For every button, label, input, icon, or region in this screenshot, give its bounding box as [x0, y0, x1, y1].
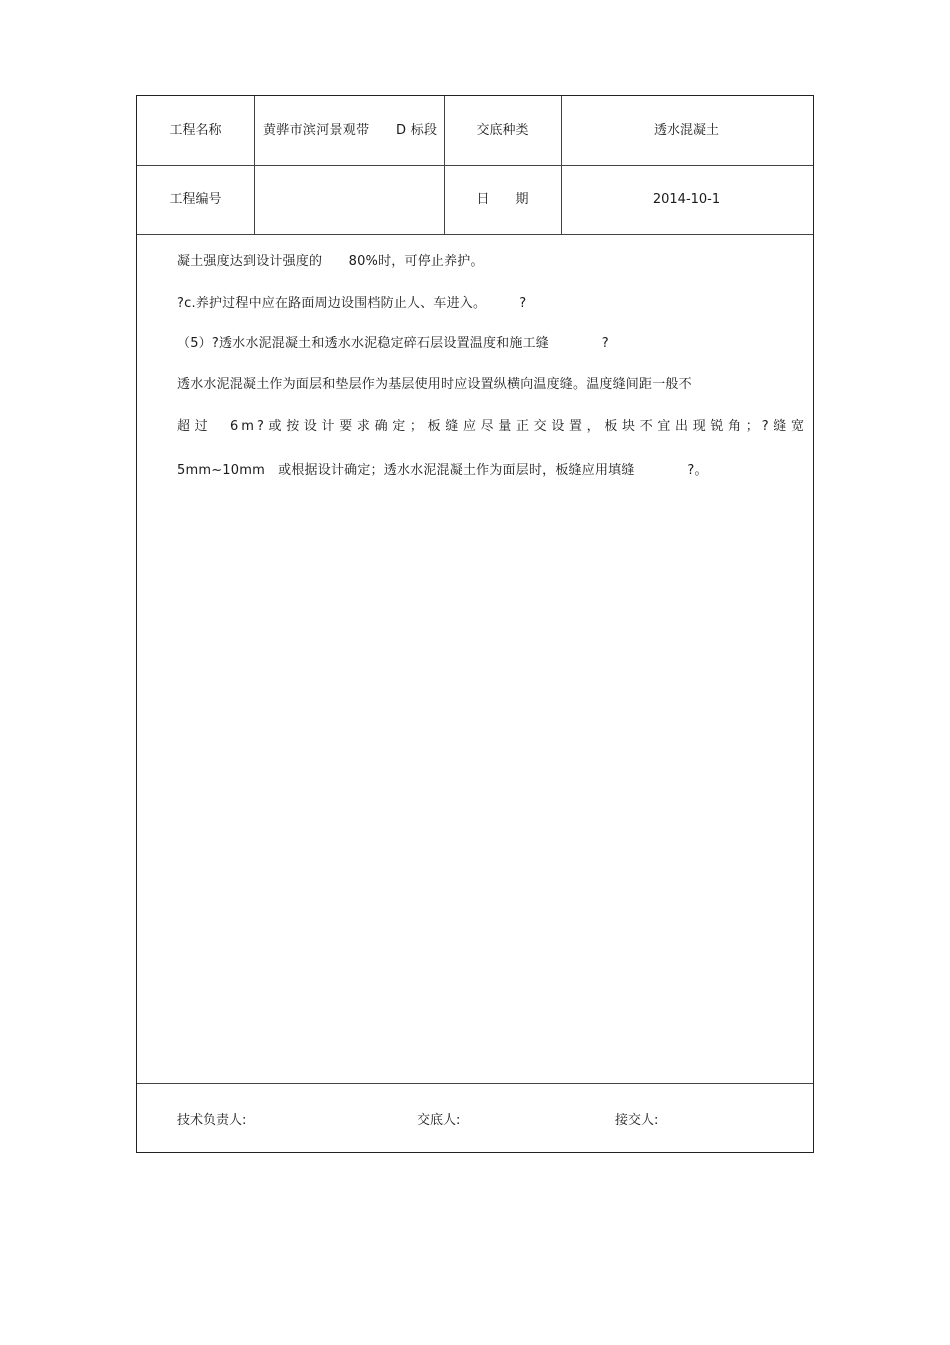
body-line-1: 凝土强度达到设计强度的 80%时，可停止养护。 [177, 254, 484, 269]
project-name-value: 黄骅市滨河景观带 D 标段 [263, 122, 438, 138]
project-name-label: 工程名称 [169, 122, 222, 138]
project-number-value [254, 165, 444, 234]
tech-lead-label: 技术负责人: [177, 1113, 247, 1128]
project-number-label: 工程编号 [169, 191, 222, 207]
body-line-2: ?c.养护过程中应在路面周边设围档防止人、车进入。 ? [177, 296, 527, 311]
date-value: 2014-10-1 [652, 191, 721, 207]
body-line-4: 透水水泥混凝土作为面层和垫层作为基层使用时应设置纵横向温度缝。温度缝间距一般不 [177, 377, 692, 392]
date-label: 日 期 [476, 191, 529, 207]
disclosure-type-label: 交底种类 [476, 122, 529, 138]
disclosure-sheet [136, 95, 814, 1153]
row-divider-2 [137, 234, 813, 235]
project-name-cell [254, 96, 444, 165]
receiver-label: 接交人: [615, 1113, 659, 1128]
disclosure-type-value: 透水混凝土 [653, 122, 719, 138]
discloser-label: 交底人: [417, 1113, 461, 1128]
body-line-5: 超过 6m?或按设计要求确定；板缝应尽量正交设置，板块不宜出现锐角；?缝宽 [177, 419, 807, 434]
body-line-6: 5mm~10mm 或根据设计确定；透水水泥混凝土作为面层时，板缝应用填缝 ?。 [177, 463, 708, 478]
footer-divider [137, 1083, 813, 1084]
body-line-3: （5）?透水水泥混凝土和透水水泥稳定碎石层设置温度和施工缝 ? [177, 336, 609, 351]
